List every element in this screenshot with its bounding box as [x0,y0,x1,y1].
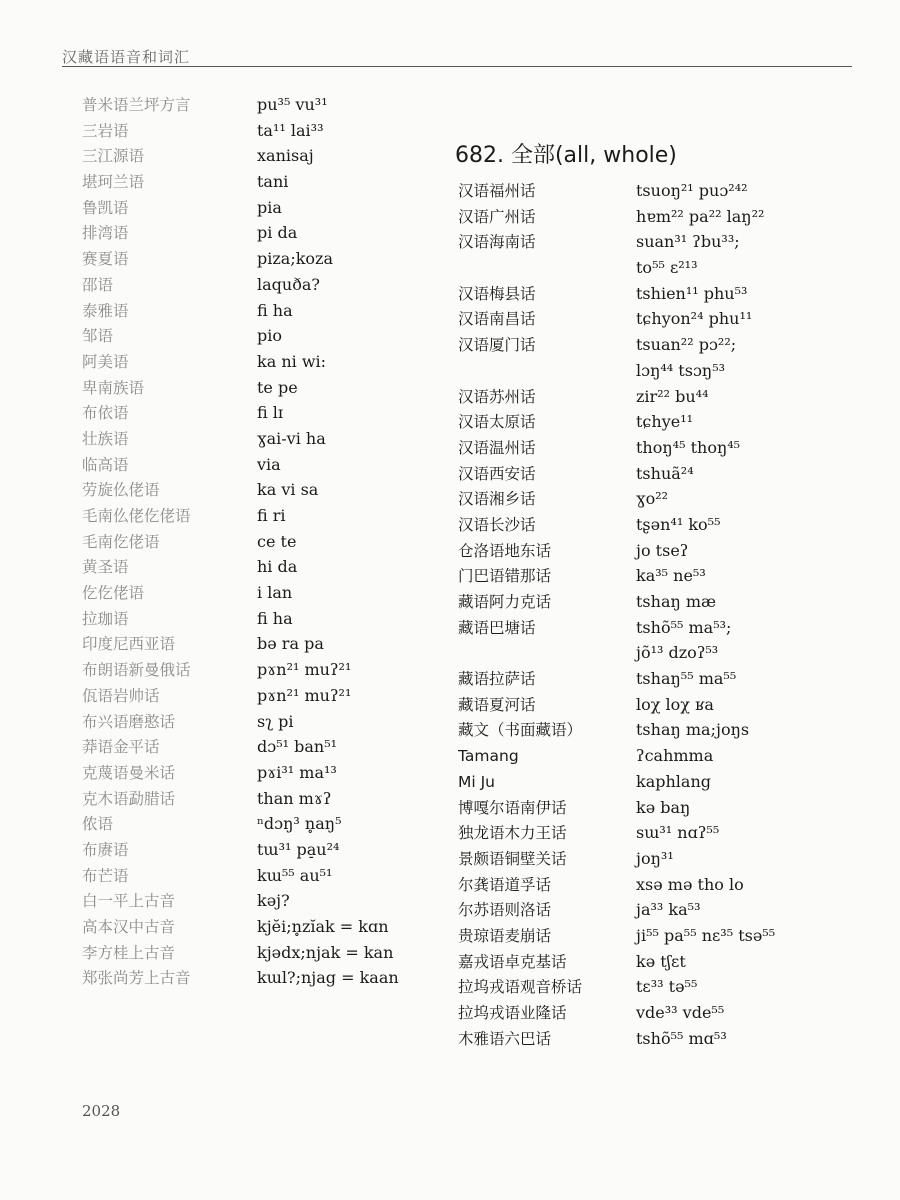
language-name: 鲁凯语 [82,198,129,217]
word-form: fi ri [257,506,286,525]
word-form: tshõ⁵⁵ mɑ⁵³ [636,1028,727,1048]
word-form: tʂən⁴¹ ko⁵⁵ [636,514,721,534]
word-form: vde³³ vde⁵⁵ [636,1003,725,1022]
word-form: ka vi sa [257,480,319,500]
word-form: ʔcahmma [636,746,714,766]
language-name: 侬语 [82,815,114,834]
language-name: 汉语福州话 [458,182,536,200]
word-form: kɯl?;njag = kaan [257,968,399,988]
word-form: zir²² bu⁴⁴ [636,386,709,406]
word-form: tshaŋ⁵⁵ ma⁵⁵ [636,669,737,689]
language-name: 印度尼西亚语 [82,635,176,654]
language-name: 仓洛语地东话 [458,541,552,560]
language-name: 赛夏语 [82,250,129,269]
word-form: tsuoŋ²¹ puɔ²⁴² [636,181,748,200]
language-name: 布依语 [82,404,129,423]
word-form: tɕhye¹¹ [636,412,694,432]
language-name: 阿美语 [82,352,129,371]
language-name: 黄圣语 [82,558,129,577]
language-name: 汉语长沙话 [458,515,536,534]
language-name: 门巴语错那话 [458,567,552,586]
language-name: 佤语岩帅话 [82,686,160,705]
word-form: kɯ⁵⁵ au⁵¹ [257,865,333,885]
language-name: 汉语西安话 [458,464,536,483]
language-name: 毛南仫佬仡佬语 [82,507,191,525]
language-name: 邹语 [82,327,114,346]
language-name: 汉语南昌话 [458,310,536,329]
language-name: 尔龚语道孚话 [458,875,552,894]
word-form: pɤi³¹ ma¹³ [257,762,337,782]
word-form: tɯ³¹ pa̠u²⁴ [257,839,340,859]
language-name: 毛南仡佬语 [82,532,160,551]
language-name: 克蔑语曼米话 [82,763,176,782]
word-form: tshien¹¹ phu⁵³ [636,283,748,303]
language-name: 李方桂上古音 [82,943,176,962]
language-name: 汉语厦门话 [458,336,536,355]
word-form: lɔŋ⁴⁴ tsɔŋ⁵³ [636,360,726,380]
word-form: loχ loχ ʁa [636,694,714,714]
word-form: fi lɪ [257,403,283,423]
word-form: kjĕi;n̥zĭak = kɑn [257,917,389,936]
language-name: 布芒语 [82,866,129,885]
word-form: suan³¹ ʔbu³³; [636,232,740,252]
language-name: 仡仡佬语 [82,584,145,603]
language-name: 尔苏语则洛话 [458,901,552,920]
word-form: pu³⁵ vu³¹ [257,95,328,114]
word-form: xanisaj [257,146,314,166]
word-form: tsuan²² pɔ²²; [636,335,737,355]
language-name: 白一平上古音 [82,892,176,911]
language-name: 藏语夏河话 [458,695,536,714]
page-number: 2028 [82,1102,121,1120]
language-name: 拉坞戎语观音桥话 [458,978,583,997]
word-form: pi da [257,223,298,243]
word-form: tshuã²⁴ [636,463,694,483]
language-name: 汉语太原话 [458,413,536,432]
language-name: 三江源语 [82,147,145,166]
word-form: sɯ³¹ nɑʔ⁵⁵ [636,823,720,843]
word-form: xsə mə tho lo [636,874,744,894]
language-name: 嘉戎语卓克基话 [458,952,567,971]
language-name: 藏语巴塘话 [458,618,536,637]
word-form: fi ha [257,300,293,320]
word-form: ta¹¹ lai³³ [257,120,324,140]
word-form: pɤn²¹ muʔ²¹ [257,660,352,680]
word-form: te pe [257,377,298,397]
word-form: laquða? [257,274,320,294]
header-rule [62,66,852,67]
language-name: 高本汉中古音 [82,918,176,936]
language-name: 临高语 [82,455,129,474]
word-form: kaphlang [636,771,711,791]
word-form: ce te [257,531,297,551]
word-form: ja³³ ka⁵³ [636,900,701,920]
language-name: 排湾语 [82,224,129,243]
entry-title: 682. 全部(all, whole) [455,143,677,168]
language-name: Tamang [458,747,519,766]
word-form: tshõ⁵⁵ ma⁵³; [636,617,732,637]
word-form: than mɤʔ [257,788,332,808]
language-name: 藏语阿力克话 [458,593,552,611]
language-name: 独龙语木力王话 [458,824,567,843]
language-name: 普米语兰坪方言 [82,96,191,114]
word-form: pɤn²¹ muʔ²¹ [257,685,352,705]
word-form: ka³⁵ ne⁵³ [636,566,706,586]
word-form: ji⁵⁵ pa⁵⁵ nɛ³⁵ tsə⁵⁵ [636,925,776,945]
word-form: ɣo²² [636,489,669,509]
language-name: Mi Ju [458,772,496,791]
word-form: i lan [257,583,293,603]
language-name: 壮族语 [82,429,129,448]
language-name: 拉坞戎语业隆话 [458,1004,567,1022]
language-name: 邵语 [82,275,114,294]
word-form: pio [257,326,282,346]
language-name: 汉语温州话 [458,438,536,457]
word-form: kə baŋ [636,797,691,817]
word-form: thoŋ⁴⁵ thoŋ⁴⁵ [636,437,741,457]
word-form: dɔ⁵¹ ban⁵¹ [257,737,338,757]
word-form: jõ¹³ dzoʔ⁵³ [636,643,719,663]
word-form: bə ra pa [257,634,324,654]
language-name: 劳旋仫佬语 [82,481,160,500]
language-name: 堪珂兰语 [82,173,145,192]
word-form: ⁿdɔŋ³ n̥aŋ⁵ [257,814,342,834]
word-form: tɕhyon²⁴ phu¹¹ [636,309,753,329]
word-form: jo tseʔ [636,540,689,560]
word-form: tɛ³³ tə⁵⁵ [636,977,698,997]
language-name: 莽语金平话 [82,738,160,757]
language-name: 藏文（书面藏语） [458,721,583,740]
language-name: 克木语勐腊话 [82,789,176,808]
word-form: hi da [257,557,298,577]
language-name: 卑南族语 [82,378,145,397]
language-name: 木雅语六巴话 [458,1029,552,1048]
word-form: hɐm²² pa²² laŋ²² [636,206,765,226]
language-name: 布兴语磨憨话 [82,712,176,731]
language-name: 郑张尚芳上古音 [82,969,191,988]
word-form: tshaŋ ma;joŋs [636,720,750,740]
word-form: joŋ³¹ [636,848,674,868]
word-form: kə tʃɛt [636,951,686,971]
language-name: 拉珈语 [82,609,129,628]
language-name: 博嘎尔语南伊话 [458,798,567,817]
language-name: 汉语湘乡话 [458,490,536,509]
language-name: 布赓语 [82,840,129,859]
word-form: kəj? [257,891,290,911]
word-form: to⁵⁵ ɛ²¹³ [636,258,698,278]
word-form: via [257,454,281,474]
word-form: pia [257,197,282,217]
language-name: 藏语拉萨话 [458,670,536,689]
word-form: piza;koza [257,249,334,269]
word-form: ɣai-vi ha [257,428,326,448]
language-name: 贵琼语麦崩话 [458,926,552,945]
language-name: 布朗语新曼俄话 [82,661,191,680]
language-name: 汉语广州话 [458,207,536,226]
language-name: 三岩语 [82,121,129,140]
word-form: kjədx;njak = kan [257,942,394,962]
language-name: 景颇语铜壁关话 [458,849,567,868]
word-form: fi ha [257,608,293,628]
language-name: 汉语苏州话 [458,387,536,406]
word-form: tani [257,172,289,192]
word-form: ka ni wi: [257,351,327,371]
language-name: 汉语海南话 [458,233,536,252]
word-form: sʅ pi [257,711,294,731]
running-header: 汉藏语语音和词汇 [62,48,191,66]
language-name: 汉语梅县话 [458,284,536,303]
language-name: 泰雅语 [82,301,129,320]
word-form: tshaŋ mæ [636,592,717,611]
